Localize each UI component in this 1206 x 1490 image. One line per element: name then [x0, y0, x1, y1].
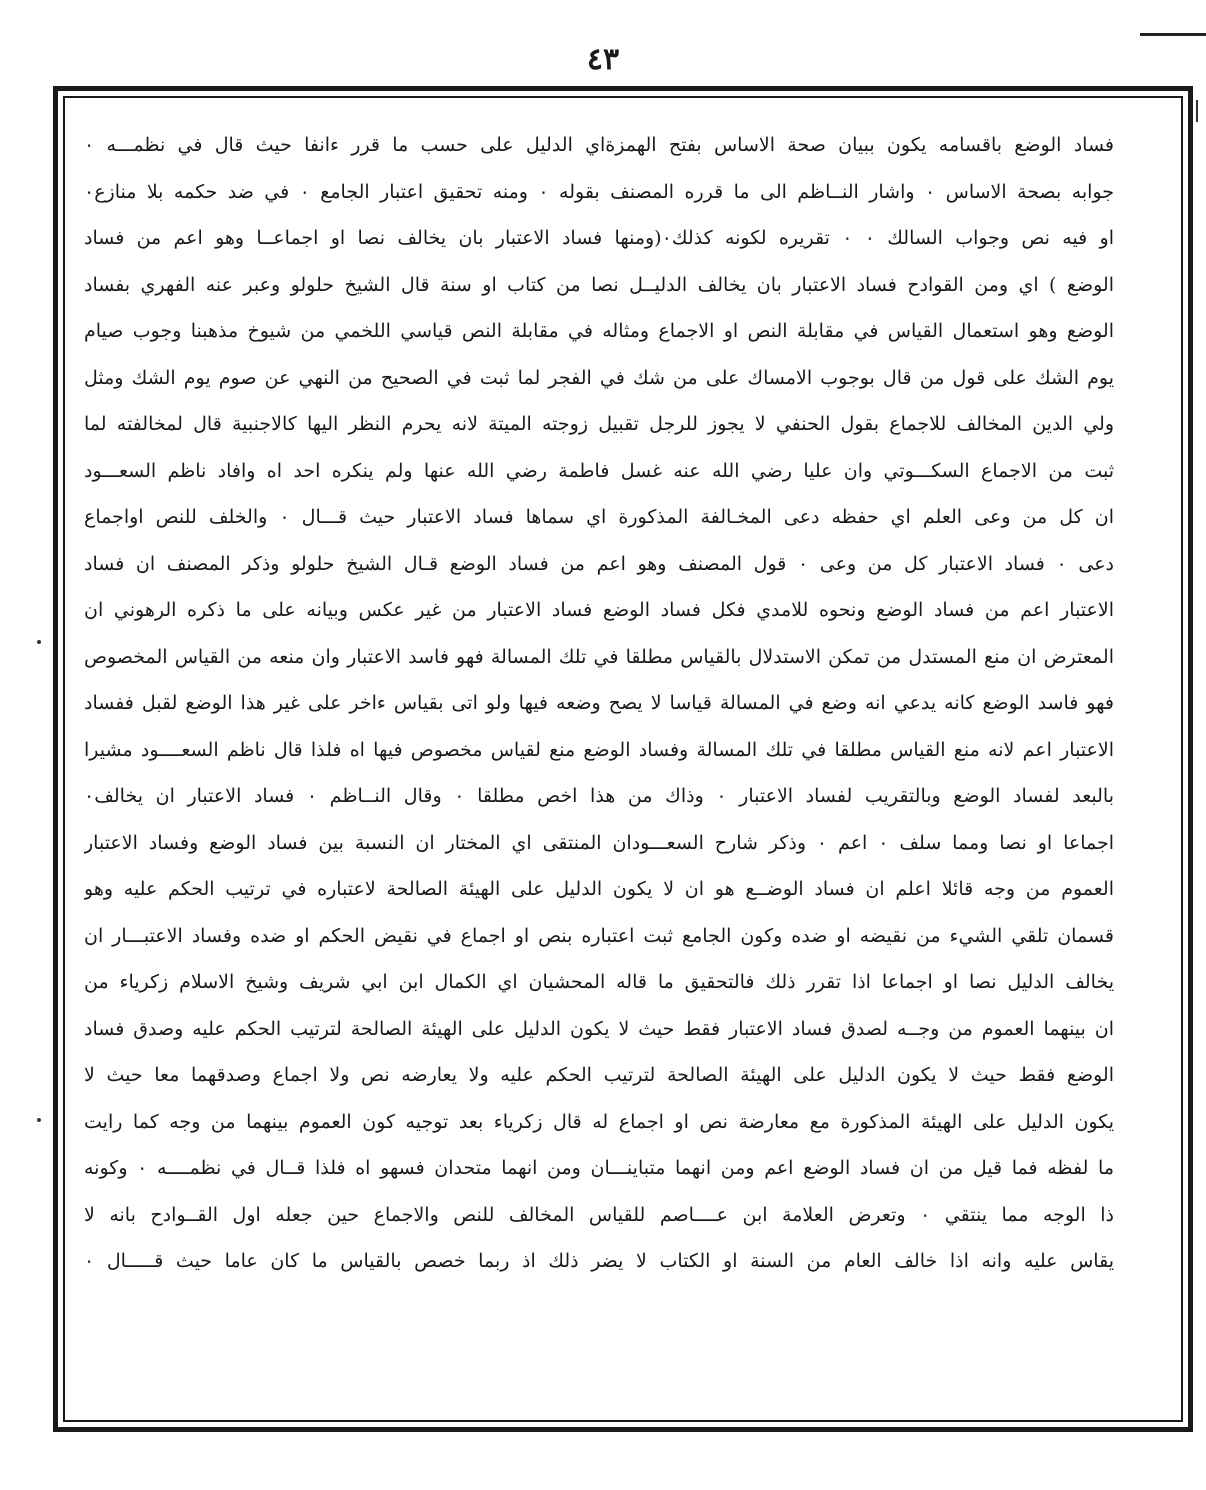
text-line-21: الوضع فقط حيث لا يكون الدليل على الهيئة الصالحة لترتيب الحكم عليه ولا يعارضه نص ولا اجماع وصدقهما معا حيث لا: [84, 1064, 1114, 1086]
text-line-13: فهو فاسد الوضع كانه يدعي انه وضع في المسالة قياسا لا يصح وضعه فيها ولو اتى بقياس ءاخر على غير هذا الوضع لقبل ففساد: [84, 692, 1114, 714]
page-number: ٤٣: [586, 42, 620, 77]
text-line-20: ان بينهما العموم من وجــه لصدق فساد الاعتبار فقط حيث لا يكون الدليل على الهيئة الصالحة لترتيب الحكم عليه وصدق فساد: [84, 1017, 1114, 1040]
text-line-5: الوضع وهو استعمال القياس في مقابلة النص او الاجماع ومثاله في مقابلة النص قياسي اللخمي من شيوخ مذهبنا وجوب صيام: [84, 320, 1114, 342]
text-line-7: ولي الدين المخالف للاجماع بقول الحنفي لا يجوز للرجل تقبيل زوجته الميتة لانه يحرم النظر اليها كالاجنبية قال لمخالفته لما: [84, 413, 1114, 435]
text-line-16: اجماعا او نصا ومما سلف ٠ اعم ٠ وذكر شارح السعـــودان المنتقى اي المختار ان النسبة بين فساد الوضع وفساد الاعتبار: [84, 831, 1114, 854]
text-line-17: العموم من وجه قائلا اعلم ان فساد الوضــع هو ان لا يكون الدليل على الهيئة الصالحة لاعتباره في ترتيب الحكم عليه وهو: [84, 878, 1114, 900]
text-line-4: الوضع ) اي ومن القوادح فساد الاعتبار بان يخالف الدليــل نصا من كتاب او سنة قال الشيخ حلولو وعبر عنه الفهري بفساد: [84, 273, 1114, 296]
top-right-rule: [1140, 33, 1206, 36]
text-line-11: الاعتبار اعم من فساد الوضع ونحوه للامدي فكل فساد الوضع فساد الاعتبار من غير عكس وبيانه على ما ذكره الرهوني ان: [84, 599, 1114, 621]
text-line-14: الاعتبار اعم لانه منع القياس مطلقا في تلك المسالة وفساد الوضع منع لقياس مخصوص فيها اه فلذا قال ناظم السعــــود مشيرا: [84, 738, 1114, 761]
text-line-22: يكون الدليل على الهيئة المذكورة مع معارضة نص او اجماع له قال زكرياء بعد توجيه كون العموم بينهما من وجه كما رايت: [84, 1110, 1114, 1133]
text-line-2: جوابه بصحة الاساس ٠ واشار النــاظم الى ما قرره المصنف بقوله ٠ ومنه تحقيق اعتبار الجامع ٠ في ضد حكمه بلا منازع٠: [84, 180, 1114, 203]
text-line-8: ثبت من الاجماع السكـــوتي وان عليا رضي الله عنه غسل فاطمة رضي الله عنها ولم ينكره احد اه وافاد ناظم السعـــود: [84, 459, 1114, 482]
text-line-24: ذا الوجه مما ينتقي ٠ وتعرض العلامة ابن عــــاصم للقياس المخالف للنص والاجماع حين جعله اول القــوادح بانه لا: [84, 1203, 1114, 1226]
scan-speck: [37, 640, 41, 644]
text-line-23: ما لفظه فما قيل من ان فساد الوضع اعم ومن انهما متباينـــان ومن انهما متحدان فسهو اه فلذا قــال في نظمــــه ٠ وكونه: [84, 1157, 1114, 1179]
text-line-3: او فيه نص وجواب السالك ٠ ٠ تقريره لكونه كذلك٠(ومنها فساد الاعتبار بان يخالف نصا او اجماعــا وهو اعم من فساد: [84, 227, 1114, 249]
text-line-1: فساد الوضع باقسامه يكون ببيان صحة الاساس بفتح الهمزةاي الدليل على حسب ما قرر ءانفا حيث قال في نظمـــه ٠: [84, 134, 1114, 156]
scan-speck: [37, 1118, 41, 1122]
text-line-6: يوم الشك على قول من قال بوجوب الامساك على من شك في الفجر لما ثبت في الصحيح من النهي عن صوم يوم الشك ومثل: [84, 366, 1114, 389]
margin-mark: [1196, 100, 1198, 122]
text-line-9: ان كل من وعى العلم اي حفظه دعى المخـالفة المذكورة اي سماها فساد الاعتبار حيث قـــال ٠ والخلف للنص اواجماع: [84, 506, 1114, 528]
text-line-10: دعى ٠ فساد الاعتبار كل من وعى ٠ قول المصنف وهو اعم من فساد الوضع قـال الشيخ حلولو وذكر المصنف ان فساد: [84, 552, 1114, 575]
text-line-18: قسمان تلقي الشيء من نقيضه او ضده وكون الجامع ثبت اعتباره بنص او اجماع في نقيض الحكم او ضده وفساد الاعتبـــار ان: [84, 924, 1114, 947]
text-line-12: المعترض ان منع المستدل من تمكن الاستدلال بالقياس مطلقا في تلك المسالة فهو فاسد الاعتبار وان منعه من القياس المخصوص: [84, 645, 1114, 668]
text-line-19: يخالف الدليل نصا او اجماعا اذا تقرر ذلك فالتحقيق ما قاله المحشيان اي الكمال ابن ابي شريف وشيخ الاسلام زكرياء من: [84, 971, 1114, 993]
body-text: [84, 122, 1114, 1285]
text-line-15: بالبعد لفساد الوضع وبالتقريب لفساد الاعتبار ٠ وذاك من هذا اخص مطلقا ٠ وقال النــاظم ٠ فساد الاعتبار ان يخالف٠: [84, 785, 1114, 807]
text-line-25: يقاس عليه وانه اذا خالف العام من السنة او الكتاب لا يضر ذلك اذ ربما خصص بالقياس ما كان عاما حيث قـــــال ٠: [84, 1250, 1114, 1272]
